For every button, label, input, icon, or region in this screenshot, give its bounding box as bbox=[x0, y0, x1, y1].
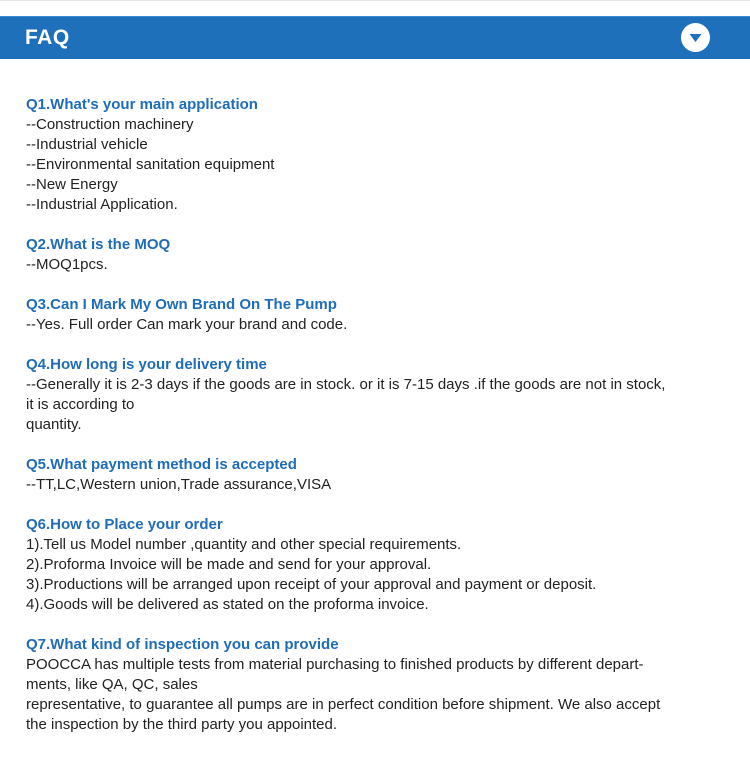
faq-answer-line: --Environmental sanitation equipment bbox=[26, 156, 275, 173]
faq-answer-line: it is according to bbox=[26, 396, 135, 413]
faq-answer-line: 4).Goods will be delivered as stated on the proforma invoice. bbox=[26, 596, 429, 613]
faq-item bbox=[26, 455, 726, 495]
faq-question: Q1.What's your main application bbox=[26, 96, 258, 113]
faq-item bbox=[26, 355, 726, 435]
faq-answer-line: --Industrial Application. bbox=[26, 196, 178, 213]
faq-answer-line: ments, like QA, QC, sales bbox=[26, 676, 198, 693]
page-title: FAQ bbox=[25, 26, 70, 49]
faq-question: Q7.What kind of inspection you can provide bbox=[26, 636, 339, 653]
faq-list bbox=[26, 95, 726, 755]
faq-answer-line: 2).Proforma Invoice will be made and send for your approval. bbox=[26, 556, 432, 573]
faq-header-bar[interactable] bbox=[0, 16, 750, 59]
faq-answer-line: --TT,LC,Western union,Trade assurance,VISA bbox=[26, 476, 332, 493]
faq-question: Q4.How long is your delivery time bbox=[26, 356, 267, 373]
faq-question: Q2.What is the MOQ bbox=[26, 236, 171, 253]
faq-answer-line: --Industrial vehicle bbox=[26, 136, 148, 153]
faq-answer-line: POOCCA has multiple tests from material purchasing to finished products by different depart- bbox=[26, 656, 644, 673]
top-divider bbox=[0, 0, 750, 1]
faq-answer-line: --Construction machinery bbox=[26, 116, 194, 133]
chevron-down-icon bbox=[681, 23, 710, 52]
faq-answer-line: 1).Tell us Model number ,quantity and other special requirements. bbox=[26, 536, 462, 553]
faq-answer-line: --Generally it is 2-3 days if the goods are in stock. or it is 7-15 days .if the goods are not in stock, bbox=[26, 376, 666, 393]
faq-question: Q6.How to Place your order bbox=[26, 516, 223, 533]
faq-item bbox=[26, 95, 726, 215]
faq-answer-line: 3).Productions will be arranged upon receipt of your approval and payment or deposit. bbox=[26, 576, 597, 593]
faq-answer-line: quantity. bbox=[26, 416, 82, 433]
faq-question: Q3.Can I Mark My Own Brand On The Pump bbox=[26, 296, 337, 313]
faq-answer-line: the inspection by the third party you appointed. bbox=[26, 716, 338, 733]
faq-answer-line: representative, to guarantee all pumps are in perfect condition before shipment. We also accept bbox=[26, 696, 661, 713]
faq-answer-line: --MOQ1pcs. bbox=[26, 256, 108, 273]
faq-item bbox=[26, 235, 726, 275]
faq-item bbox=[26, 635, 726, 735]
faq-answer-line: --New Energy bbox=[26, 176, 118, 193]
faq-item bbox=[26, 515, 726, 615]
faq-item bbox=[26, 295, 726, 335]
faq-answer-line: --Yes. Full order Can mark your brand and code. bbox=[26, 316, 348, 333]
faq-toggle-button[interactable] bbox=[681, 23, 710, 52]
faq-question: Q5.What payment method is accepted bbox=[26, 456, 297, 473]
